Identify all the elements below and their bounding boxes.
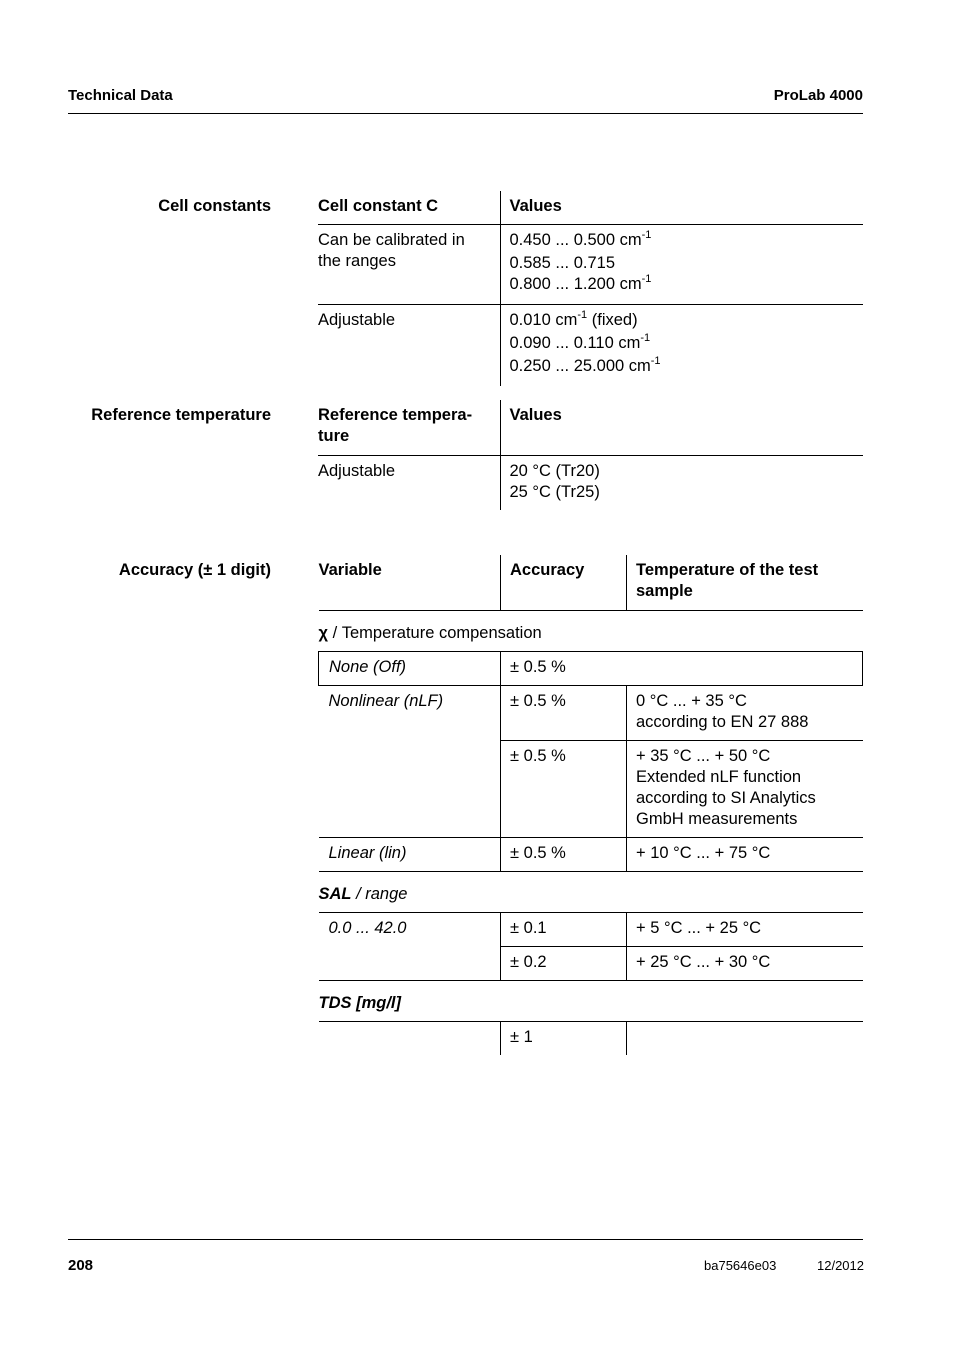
value-text: 0.010 cm [509,311,578,329]
row-label [318,225,500,305]
page-number: 208 [68,1257,94,1274]
value-line [510,230,856,253]
section-title-tds: TDS [mg/l] [319,981,863,1022]
temperature-cell [627,686,863,741]
value-exponent: -1 [577,309,588,321]
temperature-cell: + 25 °C ... + 30 °C [627,947,863,981]
accuracy-label: Accuracy (± 1 digit) [118,561,271,579]
value-line: 20 °C (Tr20) [509,462,600,480]
table-row [319,913,863,947]
section-title-salinity [319,872,863,913]
variable-cell: 0.0 ... 42.0 [319,913,501,981]
section-title-text: / range [351,885,408,903]
header-rule [68,113,863,114]
accuracy-cell: ± 0.5 % [501,652,863,686]
temperature-cell: + 10 °C ... + 75 °C [627,838,863,872]
value-text: 0.450 ... 0.500 cm [509,231,642,249]
variable-cell: None (Off) [319,652,501,686]
col-header-cell-constant: Cell constant C [318,191,500,225]
row-values [500,225,863,305]
value-line [510,310,856,333]
table-row [318,305,863,387]
accuracy-cell: ± 1 [501,1022,627,1056]
table-row [318,456,863,511]
table-row [319,838,863,872]
col-header-temperature [627,555,863,611]
col-header-variable: Variable [319,555,501,611]
row-label-line: Can be calibrated in [318,231,465,249]
row-values [500,456,863,511]
table-row [319,652,863,686]
value-exponent: -1 [640,332,651,344]
row-label: Adjustable [318,305,500,387]
chi-symbol: χ [318,624,328,642]
accuracy-cell: ± 0.5 % [501,838,627,872]
accuracy-cell: ± 0.5 % [501,741,627,838]
variable-cell [319,1022,501,1056]
temperature-line: GmbH measurements [636,810,798,828]
table-header-row [319,555,863,611]
document-id: ba75646e03 [704,1258,777,1273]
cell-constants-table [318,191,863,386]
col-header-values: Values [500,191,863,225]
value-text: 0.090 ... 0.110 cm [509,334,641,352]
section-title-conductivity [319,611,863,652]
document-date: 12/2012 [817,1258,864,1273]
row-label-line: the ranges [318,252,396,270]
section-row-conductivity [319,611,863,652]
table-row [319,686,863,741]
value-exponent: -1 [641,273,652,285]
reference-temperature-table [318,400,863,510]
value-line [510,333,856,356]
row-values [500,305,863,387]
value-text: 0.800 ... 1.200 cm [509,275,642,293]
value-line [510,356,856,379]
temperature-line: + 35 °C ... + 50 °C [636,747,771,765]
accuracy-cell: ± 0.5 % [501,686,627,741]
table-row [318,225,863,305]
temperature-line: Extended nLF function [636,768,802,786]
header-product-name: ProLab 4000 [773,87,863,104]
variable-cell: Nonlinear (nLF) [319,686,501,838]
value-line: 25 °C (Tr25) [509,483,600,501]
value-suffix: (fixed) [587,311,638,329]
section-title-text: / Temperature compensation [328,624,542,642]
value-exponent: -1 [641,229,652,241]
temperature-cell: + 5 °C ... + 25 °C [627,913,863,947]
value-line [510,274,856,297]
col-header-accuracy: Accuracy [501,555,627,611]
col-header-reference-temperature [318,400,500,456]
value-text: 0.250 ... 25.000 cm [509,357,651,375]
table-row [319,1022,863,1056]
row-label: Adjustable [318,456,500,511]
footer-rule [68,1239,863,1240]
reference-temperature-label: Reference temperature [91,406,271,424]
accuracy-table [318,555,863,1055]
accuracy-cell: ± 0.2 [501,947,627,981]
temperature-line: according to SI Analytics [636,789,816,807]
value-exponent: -1 [650,355,661,367]
header-section-title: Technical Data [68,87,173,104]
cell-constants-label: Cell constants [158,197,271,215]
header-line: Reference tempera- [318,406,473,424]
section-row-tds [319,981,863,1022]
temperature-line: 0 °C ... + 35 °C [636,692,747,710]
table-header-row [318,400,863,456]
temperature-cell [627,1022,863,1056]
header-line: Temperature of the test [636,561,819,579]
variable-cell: Linear (lin) [319,838,501,872]
temperature-line: according to EN 27 888 [636,713,809,731]
header-line: ture [318,427,350,445]
accuracy-cell: ± 0.1 [501,913,627,947]
value-line: 0.585 ... 0.715 [509,254,616,272]
col-header-values: Values [500,400,863,456]
table-header-row [318,191,863,225]
section-row-salinity [319,872,863,913]
header-line: sample [636,582,693,600]
temperature-cell [627,741,863,838]
section-title-bold: SAL [318,885,352,903]
